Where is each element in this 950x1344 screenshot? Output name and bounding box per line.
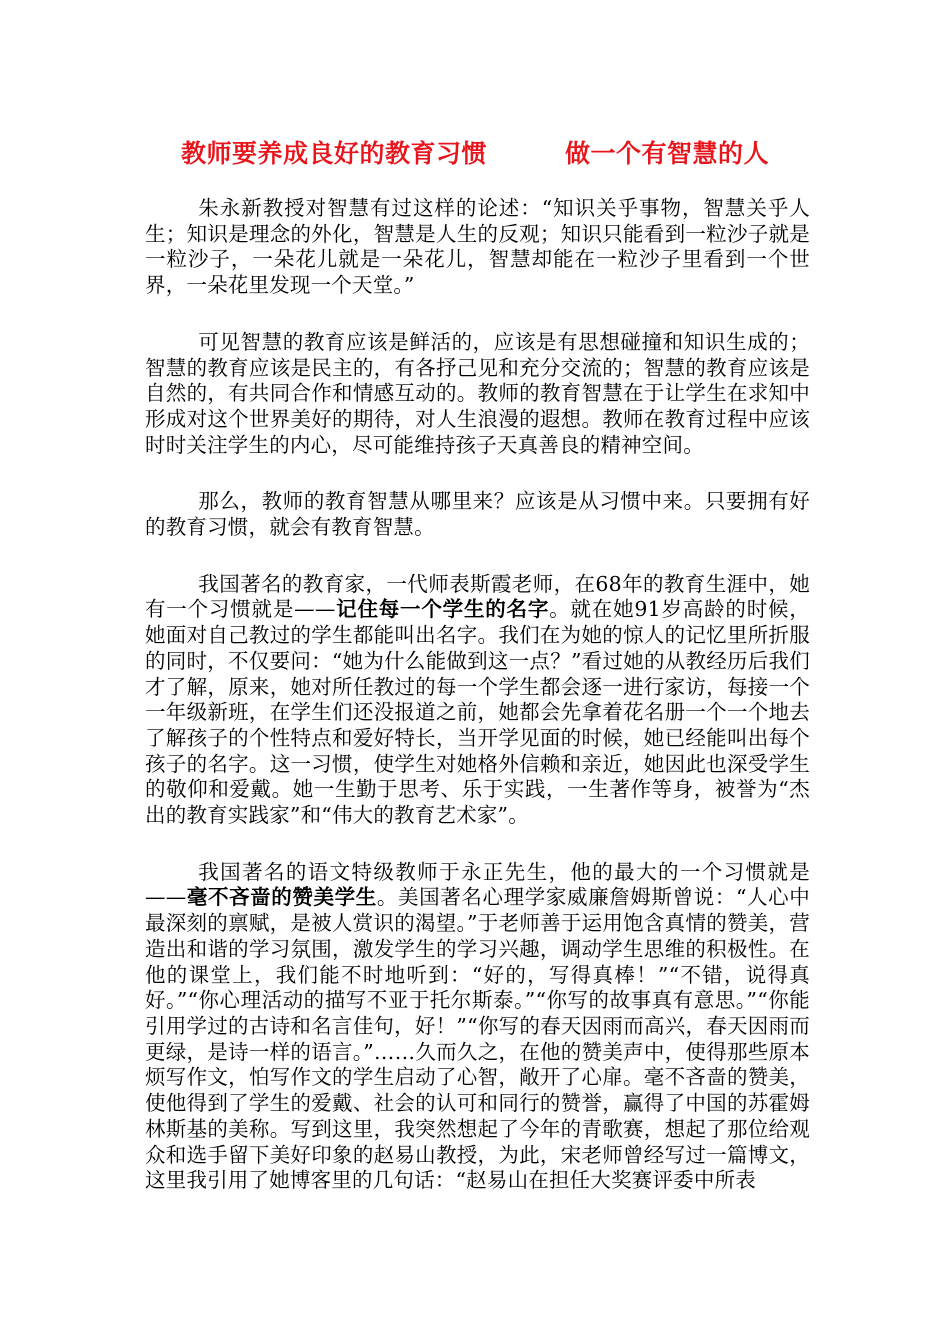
page-title	[0, 134, 950, 170]
paragraph-2: 可见智慧的教育应该是鲜活的，应该是有思想碰撞和知识生成的；智慧的教育应该是民主的，有各抒己见和充分交流的；智慧的教育应该是自然的，有共同合作和情感互动的。教师的教育智慧在于让学生在求知中形成对这个世界美好的期待，对人生浪漫的遐想。教师在教育过程中应该时时关注学生的内心，尽可能维持孩子天真善良的精神空间。	[145, 329, 810, 457]
paragraph-5-text-a: 我国著名的语文特级教师于永正先生，他的最大的一个习惯就是——	[145, 859, 810, 910]
paragraph-5-bold: 毫不吝啬的赞美学生	[186, 885, 377, 910]
paragraph-4-text-b: 。就在她91岁高龄的时候，她面对自己教过的学生都能叫出名字。我们在为她的惊人的记忆里所折服的同时，不仅要问：“她为什么能做到这一点？”看过她的从教经历后我们才了解，原来，她对所任教过的每一个学生都会逐一进行家访，每接一个一年级新班，在学生们还没报道之前，她都会先拿着花名册一个一个地去了解孩子的个性特点和爱好特长，当开学见面的时候，她已经能叫出每个孩子的名字。这一习惯，使学生对她格外信赖和亲近，她因此也深受学生的敬仰和爱戴。她一生勤于思考、乐于实践，一生著作等身，被誉为“杰出的教育实践家”和“伟大的教育艺术家”。	[145, 597, 810, 828]
paragraph-5	[145, 860, 810, 1194]
title-part1: 教师要养成良好的教育习惯	[180, 139, 487, 168]
paragraph-1: 朱永新教授对智慧有过这样的论述：“知识关乎事物，智慧关乎人生；知识是理念的外化，智慧是人生的反观；知识只能看到一粒沙子就是一粒沙子，一朵花儿就是一朵花儿，智慧却能在一粒沙子里看到一个世界，一朵花里发现一个天堂。”	[145, 196, 810, 298]
paragraph-5-text-b: 。美国著名心理学家威廉詹姆斯曾说：“人心中最深刻的禀赋，是被人赏识的渴望。”于老师善于运用饱含真情的赞美，营造出和谐的学习氛围，激发学生的学习兴趣，调动学生思维的积极性。在他的课堂上，我们能不时地听到：“好的，写得真棒！”“不错，说得真好。”“你心理活动的描写不亚于托尔斯泰。”“你写的故事真有意思。”“你能引用学过的古诗和名言佳句，好！”“你写的春天因雨而高兴，春天因雨而更绿，是诗一样的语言。”……久而久之，在他的赞美声中，使得那些原本烦写作文，怕写作文的学生启动了心智，敞开了心扉。毫不吝啬的赞美，使他得到了学生的爱戴、社会的认可和同行的赞誉，赢得了中国的苏霍姆林斯基的美称。写到这里，我突然想起了今年的青歌赛，想起了那位给观众和选手留下美好印象的赵易山教授，为此，宋老师曾经写过一篇博文，这里我引用了她博客里的几句话：“赵易山在担任大奖赛评委中所表	[145, 885, 810, 1193]
paragraph-4-text-a: 我国著名的教育家，一代师表斯霞老师，在68年的教育生涯中，她有一个习惯就是——	[145, 571, 810, 622]
title-part2: 做一个有智慧的人	[565, 139, 770, 168]
paragraph-4	[145, 572, 810, 829]
body-text	[145, 196, 810, 1225]
paragraph-3: 那么，教师的教育智慧从哪里来？应该是从习惯中来。只要拥有好的教育习惯，就会有教育智慧。	[145, 489, 810, 540]
paragraph-4-bold: 记住每一个学生的名字	[335, 597, 550, 622]
